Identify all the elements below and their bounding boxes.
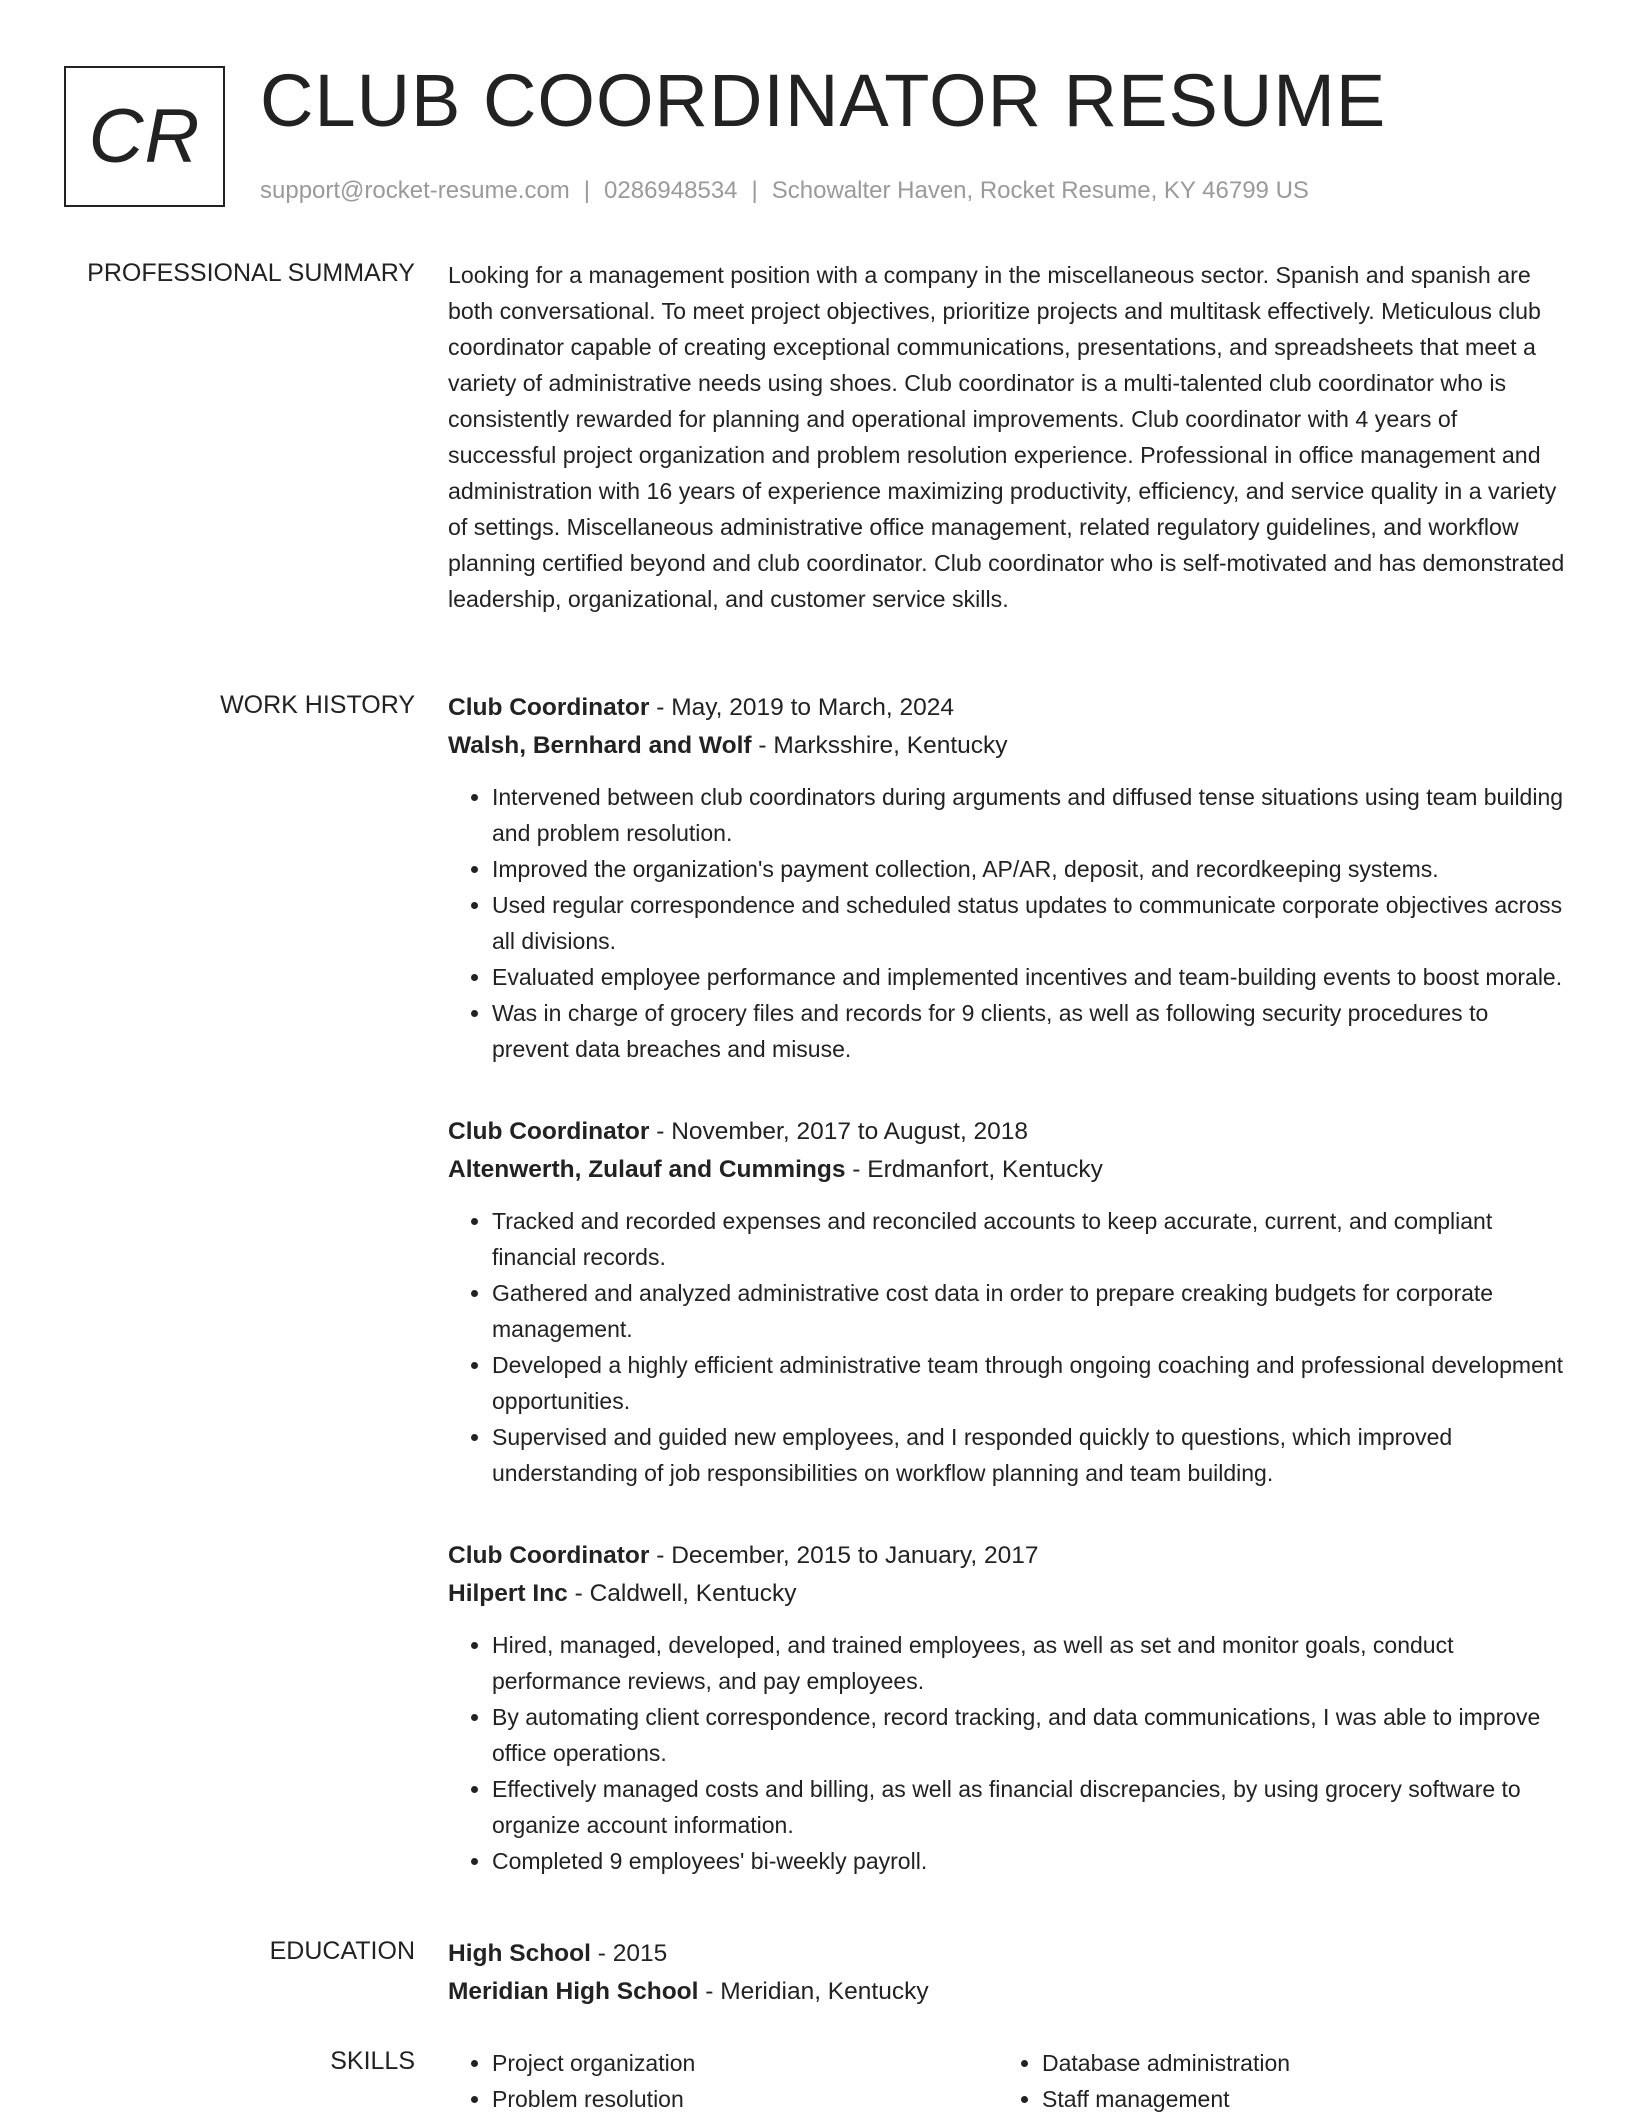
job-location: - Caldwell, Kentucky [567,1580,797,1607]
job-bullets [448,1203,1570,1491]
education-school-line [448,1973,1570,2011]
education-degree: High School [448,1940,591,1967]
job-bullet: • By automating client correspondence, record tracking, and data communications, I was able to improve office operations. [492,1699,1570,1771]
skills-grid [448,2045,1570,2117]
summary-body [448,257,1570,617]
job-company: Hilpert Inc [448,1580,568,1607]
job-company: Walsh, Bernhard and Wolf [448,732,752,759]
job-entry [448,689,1570,1067]
skill-item: • Project organization [492,2045,998,2081]
skills-body [448,2045,1570,2117]
job-bullets [448,1627,1570,1879]
skills-column-left [448,2045,998,2117]
work-history-body [448,689,1570,1879]
contact-line [260,175,1309,207]
job-bullet: • Used regular correspondence and scheduled status updates to communicate corporate objectives across all divisions. [492,887,1570,959]
job-location: - Erdmanfort, Kentucky [845,1156,1103,1183]
education-school: Meridian High School [448,1978,699,2005]
section-label-skills: SKILLS [330,2047,415,2075]
job-dates: - May, 2019 to March, 2024 [649,694,955,721]
job-bullet: • Tracked and recorded expenses and reconciled accounts to keep accurate, current, and compliant financial records. [492,1203,1570,1275]
education-degree-line [448,1935,1570,1973]
education-body [448,1935,1570,2011]
skill-item: • Database administration [1042,2045,1548,2081]
job-bullet: • Evaluated employee performance and implemented incentives and team-building events to boost morale. [492,959,1570,995]
job-title-line [448,689,1570,727]
job-company-line [448,1151,1570,1189]
job-bullet: • Supervised and guided new employees, and I responded quickly to questions, which improved understanding of job responsibilities on workflow planning and team building. [492,1419,1570,1491]
job-bullet: • Improved the organization's payment collection, AP/AR, deposit, and recordkeeping systems. [492,851,1570,887]
skill-item: • Problem resolution [492,2081,998,2117]
job-title: Club Coordinator [448,694,650,721]
job-bullet: • Intervened between club coordinators during arguments and diffused tense situations using team building and problem resolution. [492,779,1570,851]
job-dates: - December, 2015 to January, 2017 [649,1542,1039,1569]
job-location: - Marksshire, Kentucky [751,732,1008,759]
skill-item: • Staff management [1042,2081,1548,2117]
job-bullet: • Gathered and analyzed administrative cost data in order to prepare creaking budgets for corporate management. [492,1275,1570,1347]
job-bullet: • Hired, managed, developed, and trained employees, as well as set and monitor goals, conduct performance reviews, and pay employees. [492,1627,1570,1699]
summary-text: Looking for a management position with a company in the miscellaneous sector. Spanish and spanish are both conversational. To meet project objectives, prioritize projects and multitask effectively. Meticulous club coordinator capable of creating exceptional communications, presentations, and spreadsheets that meet a variety of administrative needs using shoes. Club coordinator is a multi-talented club coordinator who is consistently rewarded for planning and operational improvements. Club coordinator with 4 years of successful project organization and problem resolution experience. Professional in office management and administration with 16 years of experience maximizing productivity, efficiency, and service quality in a variety of settings. Miscellaneous administrative office management, related regulatory guidelines, and workflow planning certified beyond and club coordinator. Club coordinator who is self-motivated and has demonstrated leadership, organizational, and customer service skills. [448,262,1565,612]
education-location: - Meridian, Kentucky [698,1978,929,2005]
job-title: Club Coordinator [448,1542,650,1569]
education-year: - 2015 [590,1940,668,1967]
job-company-line [448,727,1570,765]
job-company: Altenwerth, Zulauf and Cummings [448,1156,846,1183]
job-bullet: • Was in charge of grocery files and records for 9 clients, as well as following security procedures to prevent data breaches and misuse. [492,995,1570,1067]
job-bullets [448,779,1570,1067]
contact-address: Schowalter Haven, Rocket Resume, KY 46799 US [771,177,1309,204]
contact-email: support@rocket-resume.com [260,177,570,204]
resume-title: CLUB COORDINATOR RESUME [260,59,1387,142]
job-entry [448,1113,1570,1491]
job-dates: - November, 2017 to August, 2018 [649,1118,1029,1145]
section-label-education: EDUCATION [269,1937,415,1965]
job-title-line [448,1537,1570,1575]
contact-phone: 0286948534 [604,177,738,204]
job-bullet: • Effectively managed costs and billing, as well as financial discrepancies, by using grocery software to organize account information. [492,1771,1570,1843]
job-title: Club Coordinator [448,1118,650,1145]
job-bullet: • Completed 9 employees' bi-weekly payroll. [492,1843,1570,1879]
job-bullet: • Developed a highly efficient administrative team through ongoing coaching and professional development opportunities. [492,1347,1570,1419]
section-label-work-history: WORK HISTORY [220,691,415,719]
job-company-line [448,1575,1570,1613]
section-label-summary: PROFESSIONAL SUMMARY [87,259,415,287]
job-title-line [448,1113,1570,1151]
monogram-initials: CR [88,94,201,179]
monogram-logo [64,66,225,207]
contact-separator: | [583,177,591,204]
skills-column-right [998,2045,1548,2117]
contact-separator: | [751,177,758,204]
job-entry [448,1537,1570,1879]
